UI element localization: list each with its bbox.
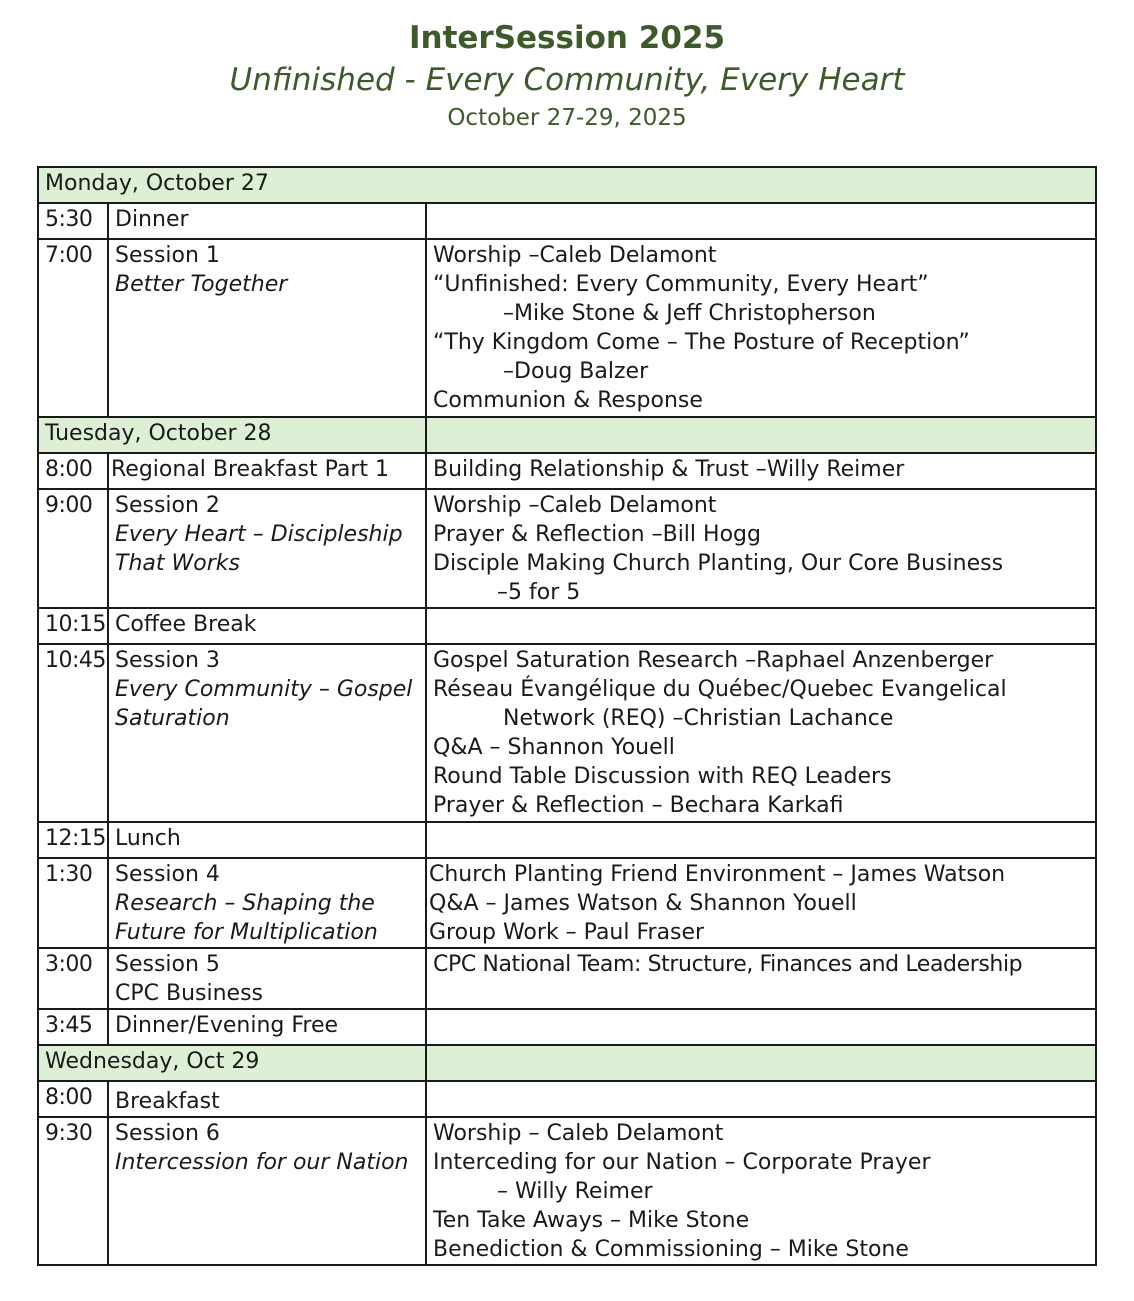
session-subtitle: Every Community – Gospel Saturation: [115, 677, 413, 731]
schedule-row: [38, 858, 1096, 948]
session-subtitle: Research – Shaping the Future for Multiplication: [115, 891, 378, 945]
page-title: InterSession 2025: [408, 20, 726, 56]
session-subtitle: Every Heart – Discipleship That Works: [115, 522, 403, 576]
detail-line: –5 for 5: [497, 580, 581, 605]
row-session: Coffee Break: [108, 608, 426, 644]
row-details: [426, 239, 1096, 417]
detail-line: –Mike Stone & Jeff Christopherson: [503, 301, 876, 326]
detail-line: Network (REQ) –Christian Lachance: [503, 706, 894, 731]
detail-line: “Unfinished: Every Community, Every Heart”: [433, 272, 929, 297]
day-row-tuesday: [38, 417, 1096, 453]
day-label: Wednesday, Oct 29: [38, 1045, 426, 1081]
row-details: [426, 489, 1096, 608]
row-time: 3:00: [38, 948, 108, 1009]
day-row-wednesday: [38, 1045, 1096, 1081]
day-label: Monday, October 27: [38, 167, 1096, 203]
row-time: 10:45: [38, 644, 108, 822]
session-subtitle: Intercession for our Nation: [115, 1150, 409, 1175]
schedule-row: [38, 453, 1096, 489]
detail-line: –Doug Balzer: [503, 359, 649, 384]
detail-line: Worship –Caleb Delamont: [433, 243, 717, 268]
schedule-row: [38, 1117, 1096, 1265]
detail-line: Prayer & Reflection – Bechara Karkafi: [433, 793, 844, 818]
detail-line: Group Work – Paul Fraser: [429, 920, 705, 945]
row-details: [426, 1117, 1096, 1265]
event-dates: October 27-29, 2025: [447, 105, 687, 131]
detail-line: Communion & Response: [433, 388, 703, 413]
row-time: 12:15: [38, 822, 108, 858]
detail-line: – Willy Reimer: [497, 1179, 653, 1204]
detail-line: Disciple Making Church Planting, Our Core Business: [433, 551, 1004, 576]
row-time: 3:45: [38, 1009, 108, 1045]
detail-line: “Thy Kingdom Come – The Posture of Reception”: [433, 330, 970, 355]
detail-line: Church Planting Friend Environment – James Watson: [429, 862, 1006, 887]
row-session: [108, 1117, 426, 1265]
row-details: Building Relationship & Trust –Willy Reimer: [426, 453, 1096, 489]
row-details: [426, 608, 1096, 644]
session-name: Session 1: [115, 243, 220, 268]
schedule-row: [38, 948, 1096, 1009]
session-name: Session 4: [115, 862, 220, 887]
row-details: [426, 644, 1096, 822]
detail-line: Q&A – James Watson & Shannon Youell: [429, 891, 857, 916]
row-session: Regional Breakfast Part 1: [108, 453, 426, 489]
row-details: [426, 1081, 1096, 1117]
row-session: [108, 644, 426, 822]
row-session: Dinner: [108, 203, 426, 239]
schedule-row: [38, 608, 1096, 644]
schedule-table: [37, 166, 1097, 1266]
schedule-row: [38, 1081, 1096, 1117]
schedule-row: [38, 203, 1096, 239]
row-time: 9:30: [38, 1117, 108, 1265]
session-name: Session 6: [115, 1121, 220, 1146]
day-label: Tuesday, October 28: [38, 417, 426, 453]
row-details: [426, 858, 1096, 948]
row-time: 8:00: [38, 1081, 108, 1117]
page-subtitle: Unfinished - Every Community, Every Heart: [229, 62, 905, 98]
schedule-row: [38, 489, 1096, 608]
row-session: Breakfast: [108, 1081, 426, 1117]
row-time: 8:00: [38, 453, 108, 489]
page-header: [0, 0, 1134, 134]
detail-line: Prayer & Reflection –Bill Hogg: [433, 522, 761, 547]
detail-line: Ten Take Aways – Mike Stone: [433, 1208, 750, 1233]
row-session: [108, 489, 426, 608]
row-time: 9:00: [38, 489, 108, 608]
session-name: Session 2: [115, 493, 220, 518]
row-time: 10:15: [38, 608, 108, 644]
session-subtitle: Better Together: [115, 272, 288, 297]
detail-line: Worship – Caleb Delamont: [433, 1121, 724, 1146]
day-row-monday: [38, 167, 1096, 203]
row-session: Lunch: [108, 822, 426, 858]
schedule-row: [38, 1009, 1096, 1045]
session-subtitle: CPC Business: [115, 981, 263, 1006]
row-time: 7:00: [38, 239, 108, 417]
row-session: [108, 858, 426, 948]
row-session: [108, 239, 426, 417]
detail-line: Benediction & Commissioning – Mike Stone: [433, 1237, 909, 1262]
schedule-row: [38, 822, 1096, 858]
row-session: [108, 948, 426, 1009]
detail-line: Round Table Discussion with REQ Leaders: [433, 764, 892, 789]
schedule-row: [38, 644, 1096, 822]
detail-line: Interceding for our Nation – Corporate Prayer: [433, 1150, 931, 1175]
detail-line: Worship –Caleb Delamont: [433, 493, 717, 518]
row-details: [426, 203, 1096, 239]
session-name: Session 3: [115, 648, 220, 673]
row-details: CPC National Team: Structure, Finances and Leadership: [426, 948, 1096, 1009]
session-name: Session 5: [115, 952, 220, 977]
row-details: [426, 1009, 1096, 1045]
row-time: 1:30: [38, 858, 108, 948]
schedule-row: [38, 239, 1096, 417]
row-session: Dinner/Evening Free: [108, 1009, 426, 1045]
detail-line: Gospel Saturation Research –Raphael Anzenberger: [433, 648, 994, 673]
detail-line: Réseau Évangélique du Québec/Quebec Evangelical: [433, 677, 1007, 702]
detail-line: Q&A – Shannon Youell: [433, 735, 675, 760]
row-time: 5:30: [38, 203, 108, 239]
row-details: [426, 822, 1096, 858]
